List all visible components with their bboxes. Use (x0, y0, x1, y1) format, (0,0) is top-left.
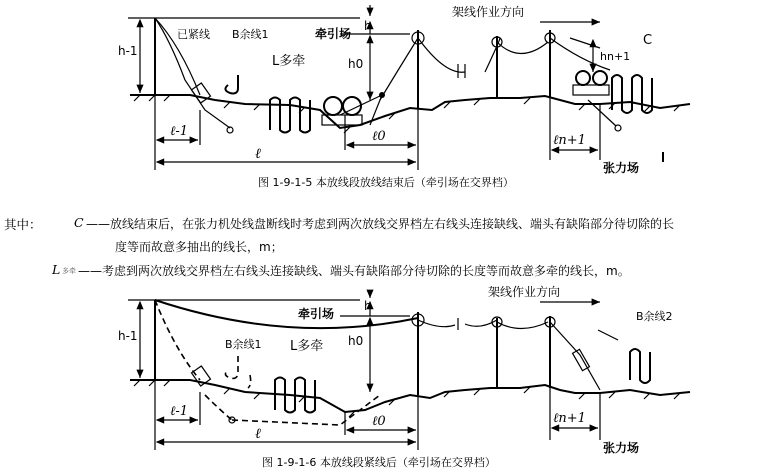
note-c-text2: 度等而故意多抽出的线长，m； (115, 240, 283, 254)
diagram-1 (118, 4, 690, 189)
label-traction-field-1: 牵引场 (315, 27, 352, 41)
label-l-duoqian-1: L多牵 (272, 54, 306, 69)
note-l-text: ——考虑到两次放线交界档左右线头连接缺线、端头有缺陷部分待切除的长度等而故意多牵的线长，m。 (78, 264, 630, 278)
label-b-yuxian1-2: B余线1 (225, 338, 262, 351)
ground-profile-2 (130, 380, 690, 412)
c-coil-1 (612, 75, 652, 113)
direction-label-2: 架线作业方向 (488, 285, 561, 299)
label-l0-1: ℓ0 (372, 129, 386, 144)
l-duoqian-coil-1 (270, 98, 310, 133)
notes-prefix: 其中： (4, 217, 42, 232)
label-c-1: C (643, 33, 653, 48)
label-l0-2: ℓ0 (372, 414, 386, 429)
tightened-span-2 (155, 300, 418, 328)
note-l-sub: 多牵 (62, 267, 76, 275)
b-yuxian2-coil-2 (630, 349, 650, 383)
traction-machine-1 (322, 97, 362, 125)
label-tension-field-1: 张力场 (603, 161, 640, 175)
label-tightened-1: 已紧线 (177, 28, 210, 41)
note-c-text: ——放线结束后，在张力机处线盘断线时考虑到两次放线交界档左右线头连接缺线、端头有缺陷部分待切除的长 (86, 217, 675, 231)
label-h0-2: h0 (348, 334, 364, 348)
diagram-2 (118, 284, 690, 469)
label-l-minus1-1: ℓ-1 (170, 124, 189, 139)
label-b-yuxian1-1: B余线1 (232, 28, 269, 41)
label-l-2: ℓ (255, 426, 261, 442)
label-l-1: ℓ (255, 146, 261, 162)
label-tension-field-2: 张力场 (603, 441, 640, 455)
tension-machine-1 (573, 71, 609, 95)
label-l-minus1-2: ℓ-1 (170, 404, 189, 419)
direction-label-1: 架线作业方向 (452, 5, 525, 19)
label-h-n1-1: hn+1 (600, 50, 631, 63)
label-l-n1-1: ℓn+1 (553, 133, 586, 148)
label-l-duoqian-2: L多牵 (290, 339, 324, 354)
note-l-symbol: L (52, 262, 61, 277)
label-h-1: h (364, 19, 372, 33)
label-h-2: h (364, 299, 372, 313)
label-l-n1-2: ℓn+1 (553, 411, 586, 426)
label-h0-1: h0 (348, 57, 364, 71)
note-c-symbol: C (74, 215, 84, 230)
label-h-minus1-1: h-1 (118, 44, 138, 58)
label-h-minus1-2: h-1 (118, 329, 138, 343)
label-b-yuxian2-2: B余线2 (636, 310, 673, 323)
ground-profile-1 (130, 95, 690, 128)
caption-1: 图 1-9-1-5 本放线段放线结束后（牵引场在交界档） (258, 176, 514, 189)
label-traction-field-2: 牵引场 (298, 307, 335, 321)
caption-2: 图 1-9-1-6 本放线段紧线后（牵引场在交界档） (262, 456, 496, 469)
